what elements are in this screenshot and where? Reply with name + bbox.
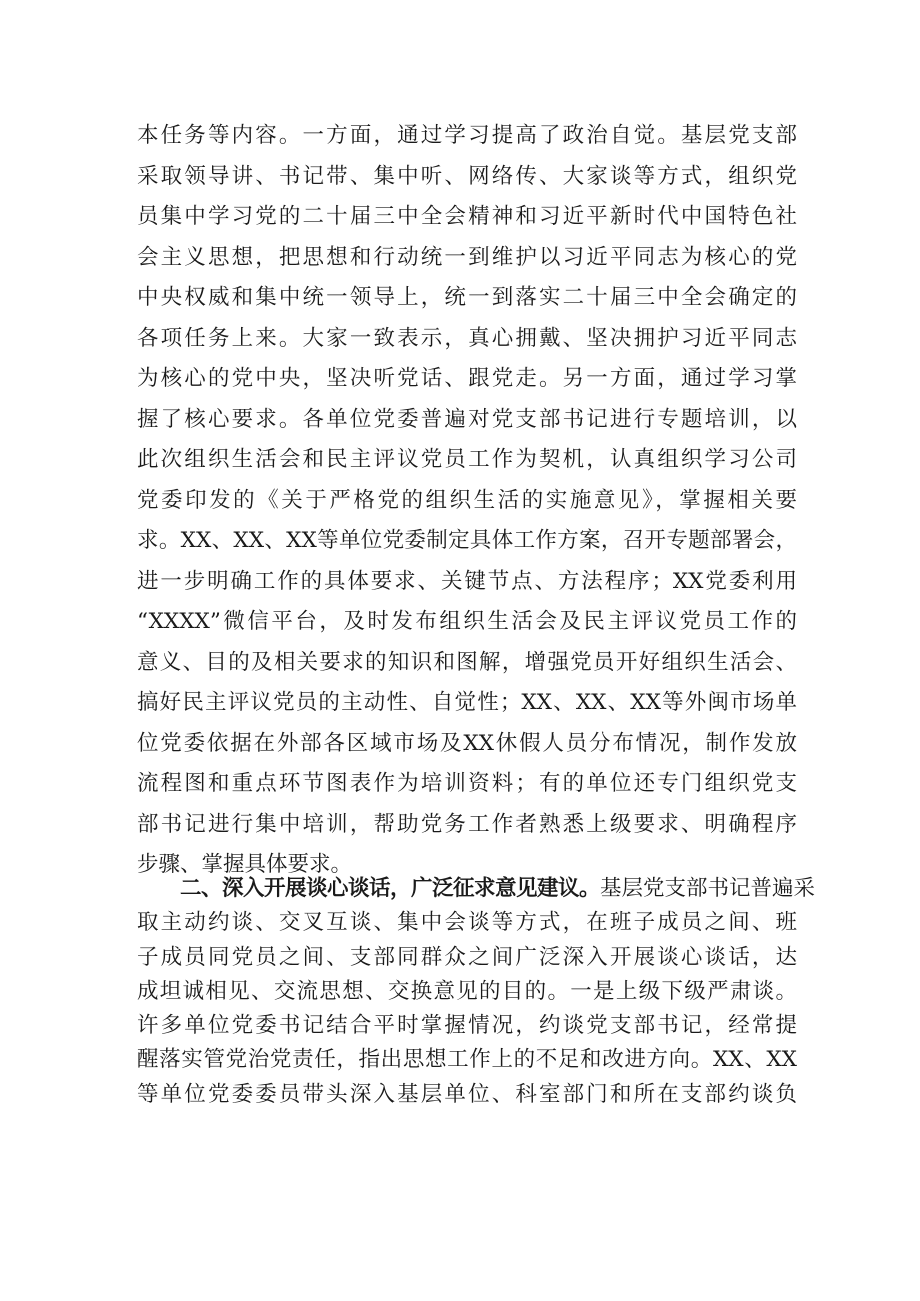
text-line: 流程图和重点环节图表作为培训资料；有的单位还专门组织党支 [137, 771, 797, 796]
text-line: 位党委依据在外部各区域市场及XX休假人员分布情况，制作发放 [137, 730, 797, 756]
text-line: 员集中学习党的二十届三中全会精神和习近平新时代中国特色社 [137, 204, 797, 229]
text-line: 握了核心要求。各单位党委普遍对党支部书记进行专题培训，以 [137, 406, 797, 432]
text-line: 成坦诚相见、交流思想、交换意见的目的。一是上级下级严肃谈。 [137, 978, 797, 1004]
section-heading: 二、深入开展谈心谈话，广泛征求意见建议。 [180, 876, 601, 901]
text-line: 进一步明确工作的具体要求、关键节点、方法程序；XX党委利用 [137, 568, 797, 594]
text-line: 步骤、掌握具体要求。 [137, 852, 353, 877]
text-line: 求。XX、XX、XX等单位党委制定具体工作方案，召开专题部署会， [137, 528, 797, 553]
text-line: 中央权威和集中统一领导上，统一到落实二十届三中全会确定的 [137, 285, 797, 310]
text-line: 采取领导讲、书记带、集中听、网络传、大家谈等方式，组织党 [137, 163, 797, 189]
text-line: 取主动约谈、交叉互谈、集中会谈等方式，在班子成员之间、班 [137, 910, 797, 936]
text-line: 搞好民主评议党员的主动性、自觉性；XX、XX、XX等外闽市场单 [137, 690, 797, 715]
text-line: 意义、目的及相关要求的知识和图解，增强党员开好组织生活会、 [137, 649, 797, 675]
text-line: 子成员同党员之间、支部同群众之间广泛深入开展谈心谈话，达 [137, 944, 797, 970]
text-line: 许多单位党委书记结合平时掌握情况，约谈党支部书记，经常提 [137, 1013, 797, 1039]
text-line: 会主义思想，把思想和行动统一到维护以习近平同志为核心的党 [137, 244, 797, 270]
text-line: 为核心的党中央，坚决听党话、跟党走。另一方面，通过学习掌 [137, 366, 797, 391]
text-line: 此次组织生活会和民主评议党员工作为契机，认真组织学习公司 [137, 447, 797, 472]
paragraph-2 [137, 872, 816, 1112]
text-line: 党委印发的《关于严格党的组织生活的实施意见》，掌握相关要 [137, 487, 797, 513]
text-line: “XXXX”微信平台，及时发布组织生活会及民主评议党员工作的 [137, 609, 797, 634]
text-line: 各项任务上来。大家一致表示，真心拥戴、坚决拥护习近平同志 [137, 325, 797, 351]
text-line: 等单位党委委员带头深入基层单位、科室部门和所在支部约谈负 [137, 1081, 797, 1107]
paragraph-1 [137, 116, 797, 886]
text-line: 醒落实管党治党责任，指出思想工作上的不足和改进方向。XX、XX [137, 1047, 797, 1073]
text-line-rest: 基层党支部书记普遍采 [600, 876, 816, 901]
text-line: 部书记进行集中培训，帮助党务工作者熟悉上级要求、明确程序 [137, 811, 797, 837]
text-line: 本任务等内容。一方面，通过学习提高了政治自觉。基层党支部 [137, 123, 797, 148]
text-line-first [137, 872, 816, 906]
